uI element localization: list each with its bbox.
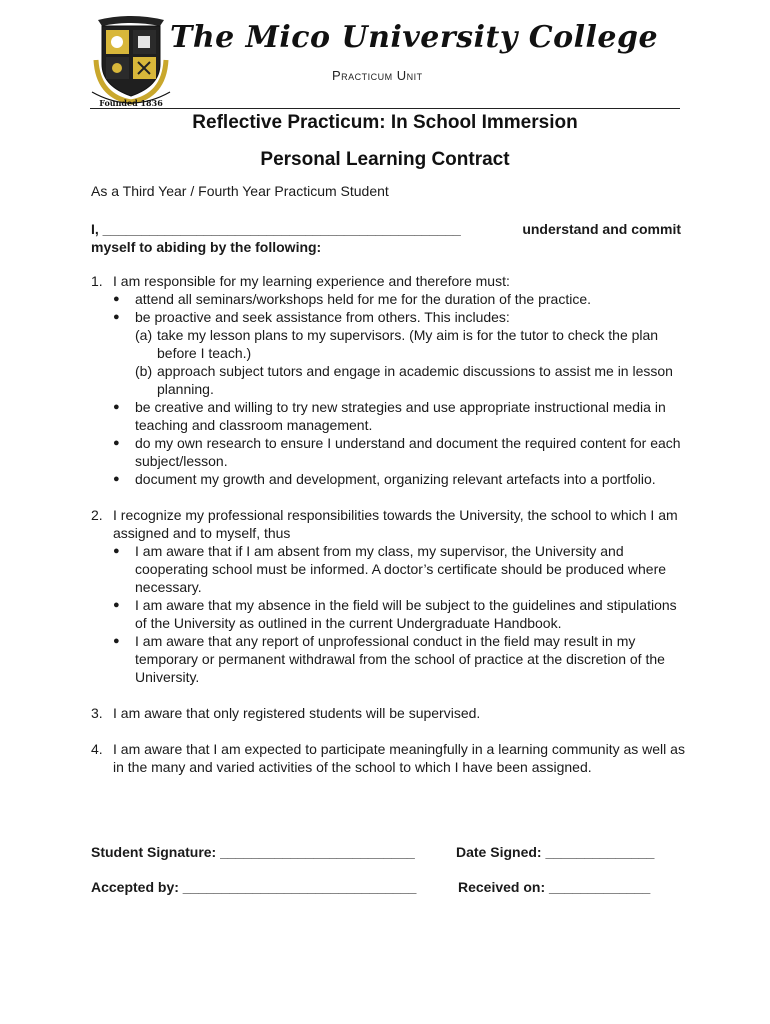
bullet-item — [113, 398, 686, 434]
sub-item-label: (b) — [135, 363, 153, 379]
bullet-item — [113, 470, 686, 488]
bullet-text: document my growth and development, organizing relevant artefacts into a portfolio. — [135, 471, 656, 487]
bullet-icon: ● — [113, 599, 120, 611]
bullet-icon: ● — [113, 635, 120, 647]
bullet-icon: ● — [113, 311, 120, 323]
bullet-icon: ● — [113, 473, 120, 485]
bullet-item — [113, 290, 686, 308]
list-item — [91, 740, 686, 776]
bullet-text: I am aware that if I am absent from my class, my supervisor, the University and cooperating school must be informed. A doctor’s certificate should be produced where necessary. — [135, 543, 667, 595]
list-item — [91, 272, 686, 488]
bullet-text: do my own research to ensure I understand and document the required content for each subject/lesson. — [135, 435, 681, 469]
bullet-icon: ● — [113, 293, 120, 305]
list-item-number: 2. — [91, 507, 103, 523]
list-item-text: I am aware that I am expected to participate meaningfully in a learning community as well as in the many and varied activities of the school to which I have been assigned. — [113, 741, 685, 775]
bullet-text: be proactive and seek assistance from others. This includes: — [135, 309, 510, 325]
sub-item-label: (a) — [135, 327, 153, 343]
commitment-name-blank[interactable]: I, ______________________________________________ — [91, 221, 461, 237]
bullet-text: attend all seminars/workshops held for me for the duration of the practice. — [135, 291, 592, 307]
bullet-item — [113, 434, 686, 470]
list-item-text: I am responsible for my learning experience and therefore must: — [113, 273, 510, 289]
sub-item-text: take my lesson plans to my supervisors. (My aim is for the tutor to check the plan before I teach.) — [157, 327, 659, 361]
student-signature-field[interactable]: Student Signature: _________________________ — [91, 844, 415, 860]
sub-item — [135, 326, 686, 362]
list-item-number: 4. — [91, 741, 103, 757]
practicum-unit-label: Practicum Unit — [332, 68, 423, 83]
svg-text:Founded 1836: Founded 1836 — [99, 98, 163, 108]
commitment-text-end: understand and commit — [522, 221, 681, 237]
list-item — [91, 704, 686, 722]
bullet-item — [113, 542, 686, 596]
intro-text: As a Third Year / Fourth Year Practicum Student — [91, 183, 389, 199]
list-item-number: 1. — [91, 273, 103, 289]
bullet-icon: ● — [113, 401, 120, 413]
received-on-field[interactable]: Received on: _____________ — [458, 879, 651, 895]
university-title: The Mico University College — [170, 20, 659, 55]
list-item — [91, 506, 686, 686]
bullet-item — [113, 308, 686, 398]
list-item-number: 3. — [91, 705, 103, 721]
list-item-text: I recognize my professional responsibilities towards the University, the school to which I am assigned and to myself, thus — [113, 507, 678, 541]
obligations-list — [91, 272, 686, 794]
bullet-icon: ● — [113, 437, 120, 449]
bullet-text: be creative and willing to try new strategies and use appropriate instructional media in teaching and classroom management. — [135, 399, 666, 433]
sub-item-text: approach subject tutors and engage in academic discussions to assist me in lesson planning. — [157, 363, 673, 397]
bullet-icon: ● — [113, 545, 120, 557]
bullet-item — [113, 596, 686, 632]
commitment-line-2: myself to abiding by the following: — [91, 239, 322, 255]
sub-item — [135, 362, 686, 398]
university-crest-logo — [88, 14, 174, 108]
accepted-by-field[interactable]: Accepted by: ______________________________ — [91, 879, 417, 895]
document-subheading: Personal Learning Contract — [260, 149, 510, 170]
commitment-statement — [91, 220, 681, 256]
bullet-text: I am aware that my absence in the field will be subject to the guidelines and stipulations of the University as outlined in the current Undergraduate Handbook. — [135, 597, 677, 631]
header-divider — [90, 108, 680, 109]
document-heading: Reflective Practicum: In School Immersion — [192, 112, 578, 133]
bullet-text: I am aware that any report of unprofessional conduct in the field may result in my temporary or permanent withdrawal from the school of practice at the discretion of the University. — [135, 633, 665, 685]
list-item-text: I am aware that only registered students will be supervised. — [113, 705, 481, 721]
bullet-item — [113, 632, 686, 686]
date-signed-field[interactable]: Date Signed: ______________ — [456, 844, 655, 860]
